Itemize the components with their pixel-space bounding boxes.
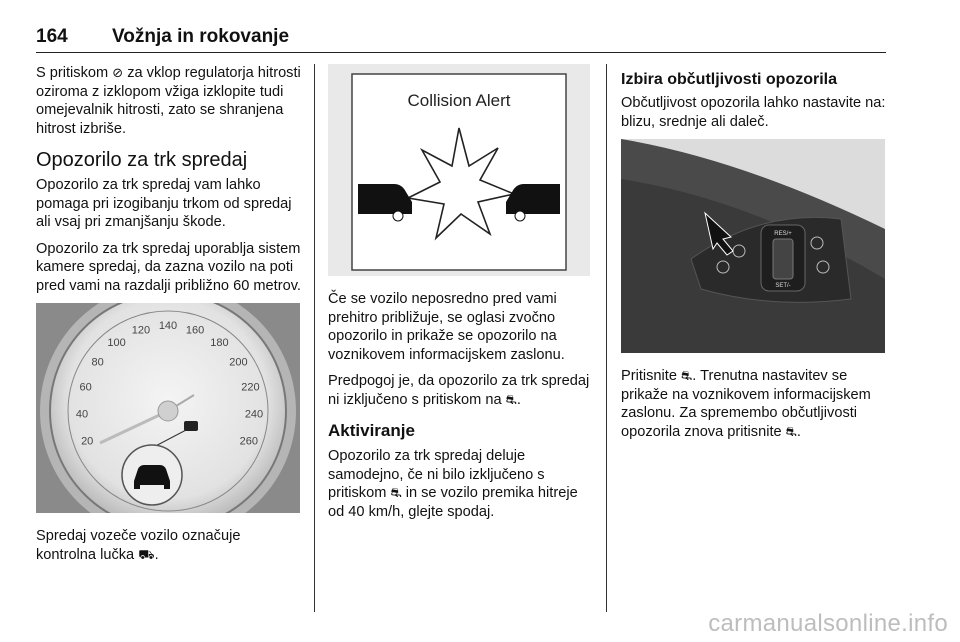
res-label: RES/+ [774, 231, 792, 237]
column-left [36, 64, 302, 572]
paragraph: Opozorilo za trk spredaj vam lahko pomaga pri izogibanju trkom od spredaj ali vsaj pri zmanjšanju škode. [36, 177, 292, 230]
collision-alert-label: Collision Alert [407, 91, 511, 110]
section-heading: Opozorilo za trk spredaj [36, 149, 248, 171]
collision-alert-icon: ⛐ [390, 485, 402, 500]
gauge-tick-label: 260 [239, 435, 258, 448]
set-label: SET/- [775, 283, 791, 289]
watermark: carmanualsonline.info [708, 610, 948, 637]
page-title: Vožnja in rokovanje [112, 26, 290, 47]
paragraph: Pritisnite ⛐. Trenutna nastavitev se prikaže na voznikovem informacijskem zaslonu. Za spremembo občutljivosti opozorila znova pritisnite ⛐. [621, 368, 871, 440]
gauge-tick-label: 120 [131, 324, 151, 337]
column-middle [328, 64, 590, 529]
paragraph: Če se vozilo neposredno pred vami prehitro približuje, se oglasi zvočno opozorilo in prikaže se opozorilo na voznikovem informacijskem zaslonu. [328, 291, 565, 363]
gauge-tick-label: 60 [79, 381, 92, 394]
gauge-tick-label: 40 [75, 408, 89, 421]
column-divider [606, 64, 607, 612]
column-divider [314, 64, 315, 612]
gauge-tick-label: 240 [244, 408, 264, 421]
gauge-tick-label: 180 [210, 337, 229, 349]
gauge-tick-label: 80 [91, 356, 104, 369]
gauge-tick-label: 20 [81, 435, 94, 448]
gauge-tick-label: 160 [185, 324, 205, 337]
page-number: 164 [36, 26, 68, 47]
paragraph: Občutljivost opozorila lahko nastavite na: blizu, srednje ali daleč. [621, 95, 886, 130]
section-heading: Aktiviranje [328, 421, 415, 440]
paragraph: Predpogoj je, da opozorilo za trk spredaj ni izključeno s pritiskom na ⛐. [328, 373, 590, 408]
collision-alert-figure [328, 64, 590, 276]
cruise-control-icon: ⊘ [112, 65, 124, 80]
collision-alert-icon: ⛐ [505, 391, 517, 407]
gauge-tick-label: 140 [158, 320, 178, 332]
gauge-tick-label: 200 [229, 356, 248, 369]
page-header [36, 26, 886, 53]
gauge-tick-label: 220 [241, 381, 260, 394]
collision-alert-icon: ⛐ [785, 423, 797, 439]
figure-caption: Spredaj vozeče vozilo označuje kontrolna lučka ⛟. [36, 528, 241, 563]
paragraph: S pritiskom ⊘ za vklop regulatorja hitrosti oziroma z izklopom vžiga izklopite tudi omejevalnik hitrosti, zato se shranjena hitrost izbriše. [36, 65, 301, 137]
paragraph: Opozorilo za trk spredaj uporablja sistem kamere spredaj, da zazna vozilo na poti pred vami na razdalji približno 60 metrov. [36, 240, 301, 294]
section-heading: Izbira občutljivosti opozorila [621, 71, 838, 88]
speedometer-figure [36, 303, 300, 513]
column-right [621, 64, 887, 449]
vehicle-ahead-icon: ⛟ [138, 546, 155, 562]
paragraph: Opozorilo za trk spredaj deluje samodejno, če ni bilo izključeno s pritiskom ⛐ in se vozilo premika hitreje od 40 km/h, glejte spodaj. [328, 448, 578, 520]
gauge-tick-label: 100 [107, 337, 126, 349]
collision-alert-icon: ⛐ [681, 368, 693, 383]
steering-wheel-figure [621, 139, 885, 353]
